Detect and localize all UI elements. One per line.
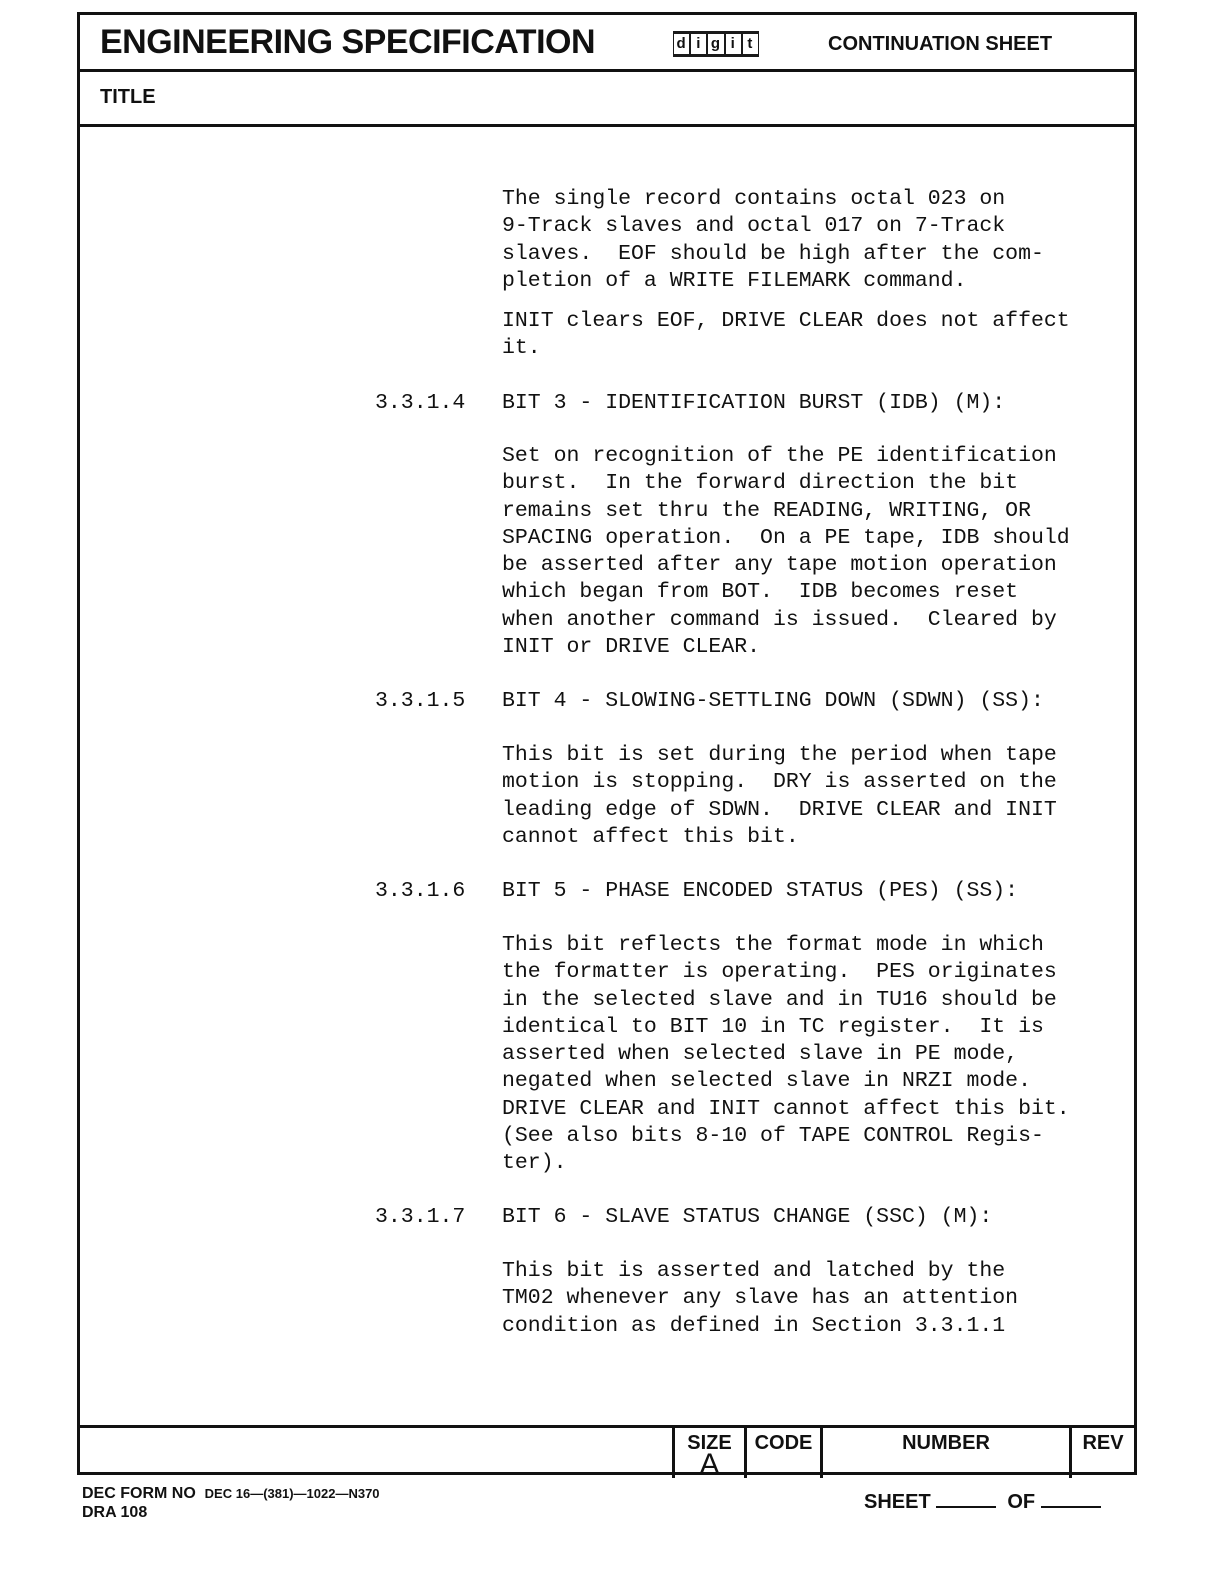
section-number: 3.3.1.6	[375, 879, 466, 903]
number-cell	[820, 1428, 1069, 1478]
section-heading: BIT 6 - SLAVE STATUS CHANGE (SSC) (M):	[502, 1205, 993, 1229]
section-number: 3.3.1.7	[375, 1205, 466, 1229]
title-label: TITLE	[100, 86, 156, 108]
form-no-label: DEC FORM NO	[82, 1485, 196, 1502]
sheet-of-block	[864, 1490, 1101, 1514]
form-no-value: DEC 16—(381)—1022—N370	[204, 1486, 380, 1501]
section-body: This bit is set during the period when tape motion is stopping. DRY is asserted on the leading edge of SDWN. DRIVE CLEAR and INIT cannot affect this bit.	[502, 743, 1057, 849]
section-body: Set on recognition of the PE identification burst. In the forward direction the bit remains set thru the READING, WRITING, OR SPACING operation. On a PE tape, IDB should be asserted after any tape motion operation which began from BOT. IDB becomes reset when another command is issued. Cleared by INIT or DRIVE CLEAR.	[502, 444, 1070, 660]
company-logo: d i g i t	[673, 31, 759, 57]
header-row	[80, 15, 1134, 72]
sheet-blank[interactable]	[936, 1490, 996, 1508]
continuation-sheet-label: CONTINUATION SHEET	[828, 33, 1053, 55]
section-number: 3.3.1.4	[375, 391, 466, 415]
dra-number: DRA 108	[82, 1504, 148, 1521]
section-number: 3.3.1.5	[375, 689, 466, 713]
of-label: OF	[1007, 1491, 1036, 1513]
section-heading: BIT 4 - SLOWING-SETTLING DOWN (SDWN) (SS):	[502, 689, 1044, 713]
section-body: This bit is asserted and latched by the TM02 whenever any slave has an attention condition as defined in Section 3.3.1.1	[502, 1259, 1019, 1338]
rev-label: REV	[1082, 1432, 1124, 1454]
intro-paragraph-2: INIT clears EOF, DRIVE CLEAR does not affect it.	[502, 309, 1070, 361]
intro-paragraph-1: The single record contains octal 023 on 9-Track slaves and octal 017 on 7-Track slaves. EOF should be high after the com- pletion of a WRITE FILEMARK command.	[502, 187, 1044, 293]
rev-cell	[1069, 1428, 1134, 1478]
code-cell	[744, 1428, 820, 1478]
size-cell	[672, 1428, 744, 1481]
form-title: ENGINEERING SPECIFICATION	[100, 23, 596, 61]
code-label: CODE	[754, 1432, 813, 1454]
section-body: This bit reflects the format mode in which the formatter is operating. PES originates in the selected slave and in TU16 should be identical to BIT 10 in TC register. It is asserted when selected slave in PE mode, negated when selected slave in NRZI mode. DRIVE CLEAR and INIT cannot affect this bit. (See also bits 8-10 of TAPE CONTROL Regis- ter).	[502, 933, 1070, 1176]
number-label: NUMBER	[902, 1432, 990, 1454]
of-blank[interactable]	[1041, 1490, 1101, 1508]
size-label: SIZE	[687, 1432, 732, 1454]
title-row	[80, 72, 1134, 127]
footer-row	[80, 1425, 1134, 1481]
size-value: A	[699, 1448, 720, 1481]
form-number-block	[82, 1484, 380, 1522]
section-heading: BIT 3 - IDENTIFICATION BURST (IDB) (M):	[502, 391, 1006, 415]
sheet-label: SHEET	[864, 1491, 931, 1513]
section-heading: BIT 5 - PHASE ENCODED STATUS (PES) (SS):	[502, 879, 1019, 903]
